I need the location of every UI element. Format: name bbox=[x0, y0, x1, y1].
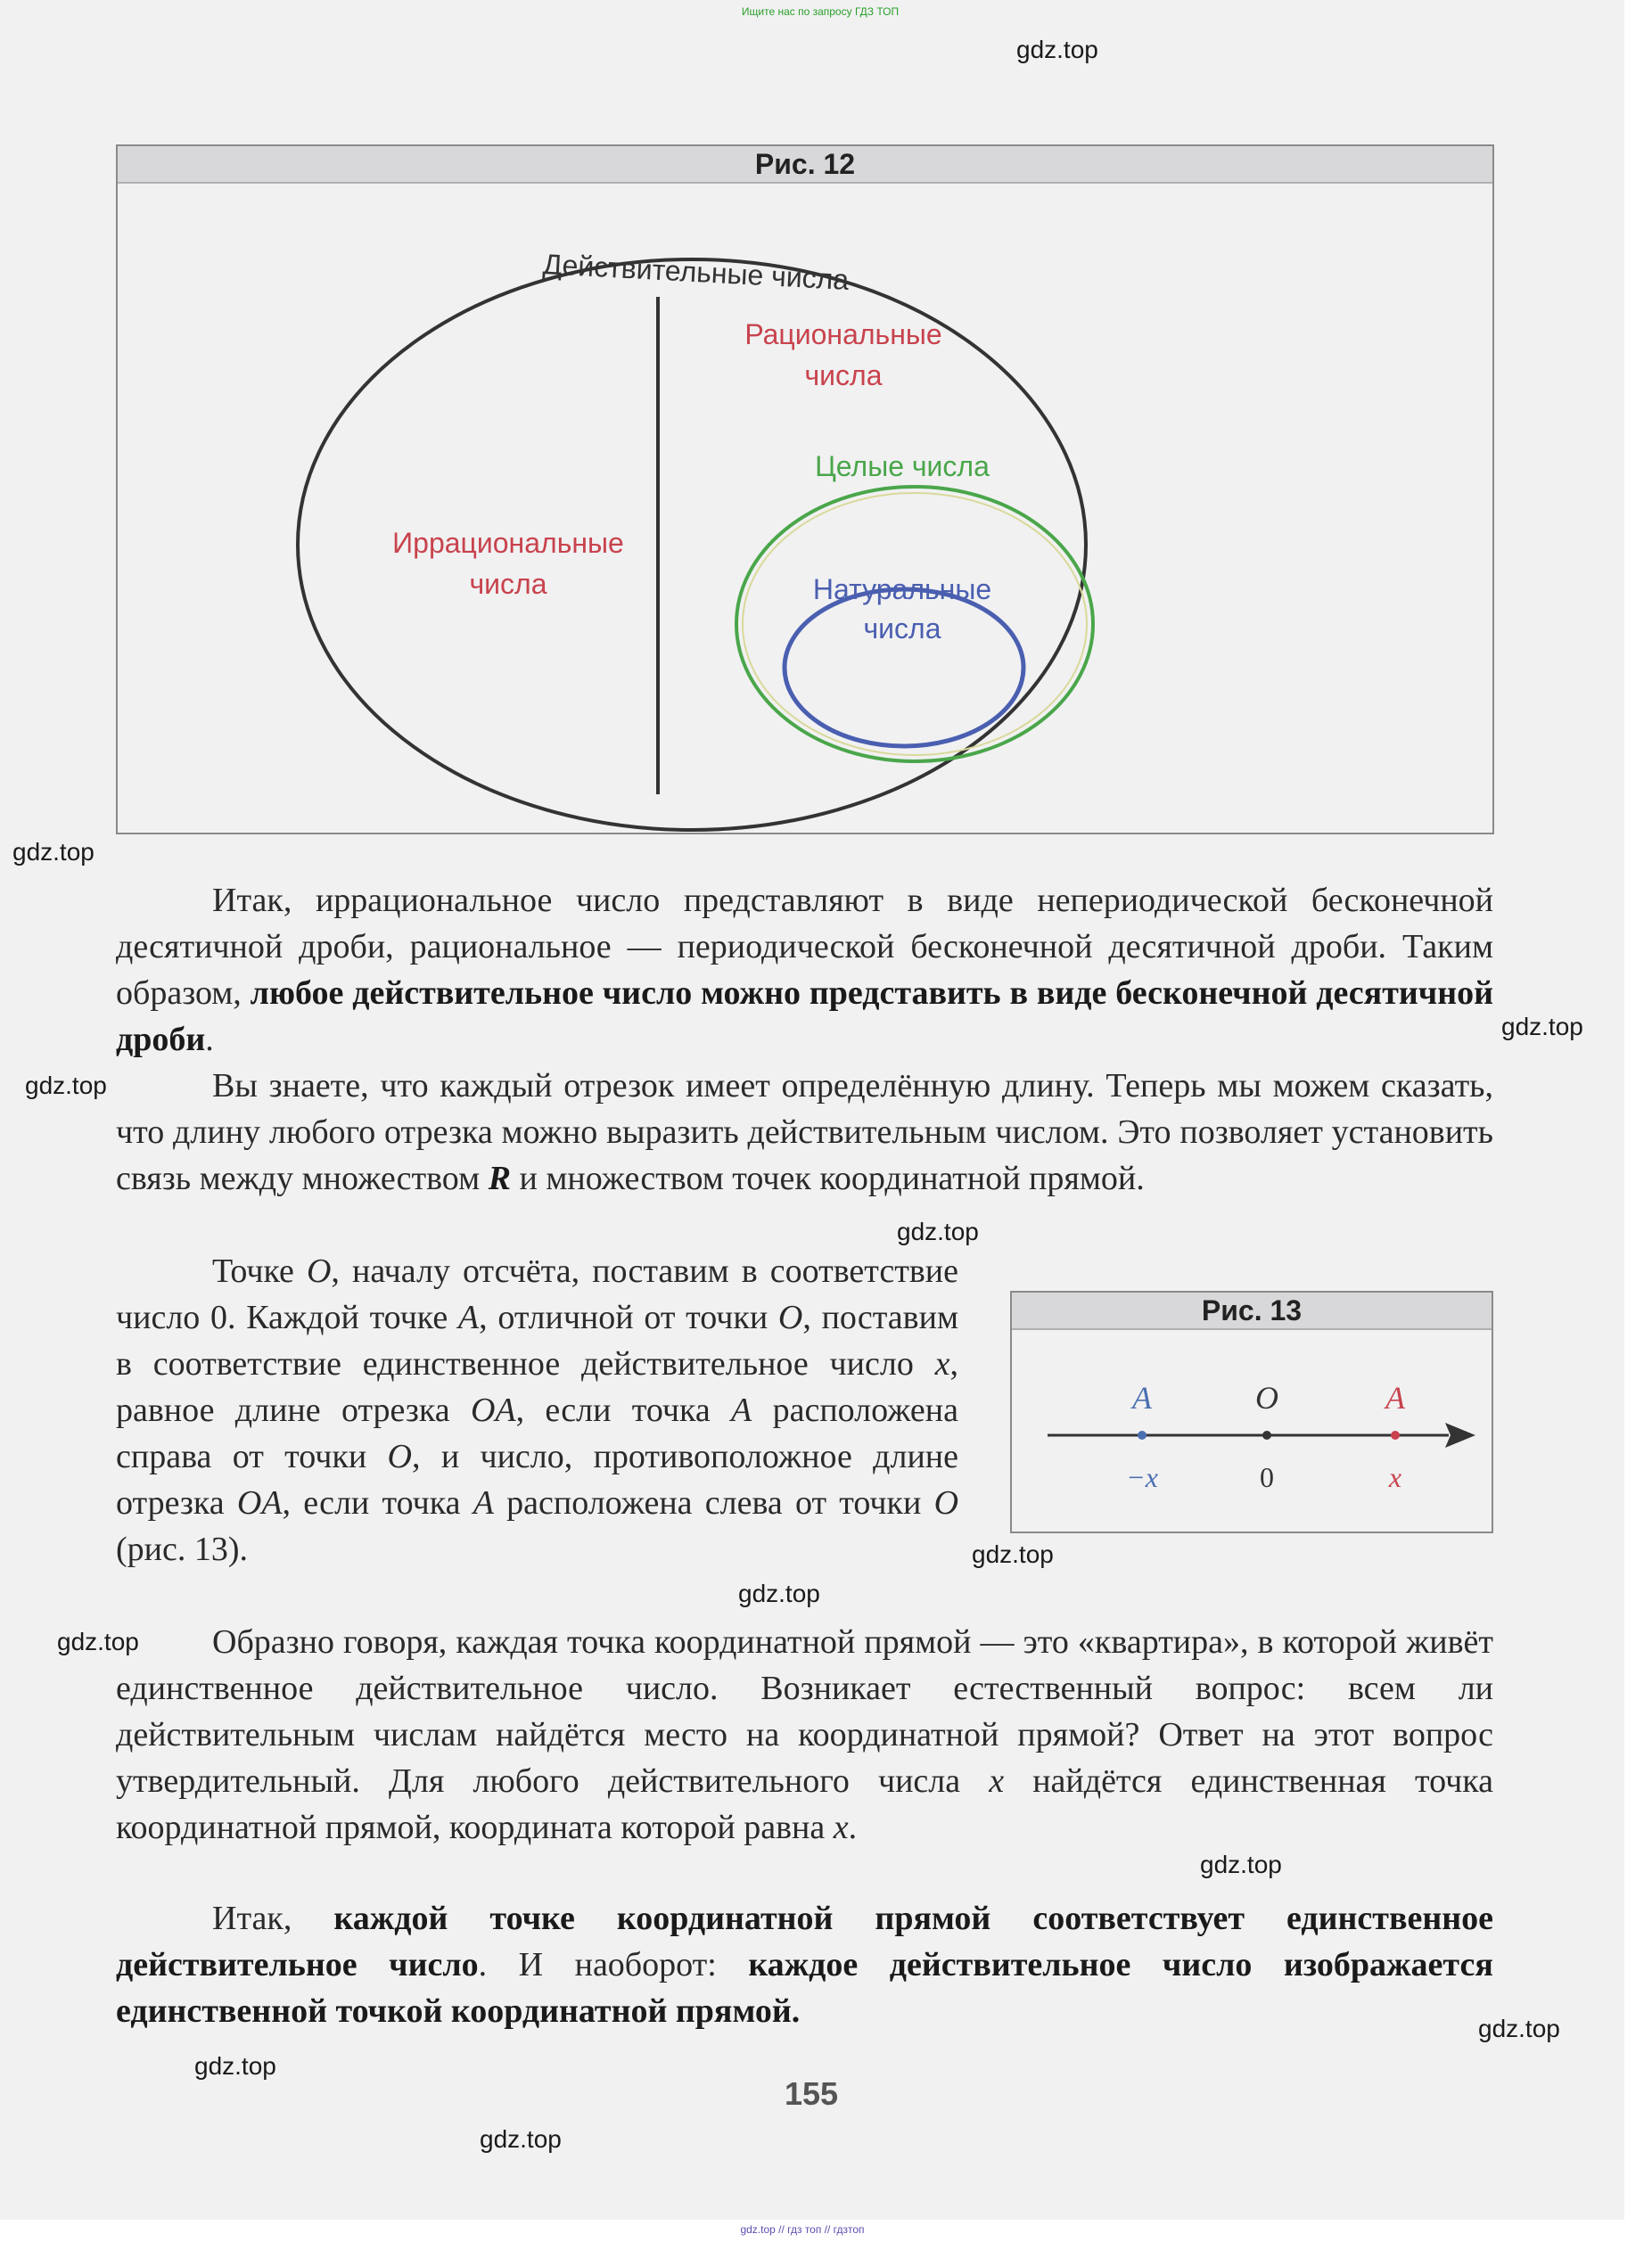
paragraph-3-text: , если точка bbox=[515, 1392, 732, 1429]
natural-numbers-label: Натуральные bbox=[812, 573, 992, 605]
label-zero: 0 bbox=[1260, 1461, 1274, 1493]
paragraph-3-text: , равное длине отрезка bbox=[116, 1345, 958, 1429]
coordinate-line-diagram bbox=[1012, 1293, 1492, 1532]
paragraph-5 bbox=[116, 1895, 1493, 2034]
axis-arrow-icon bbox=[1445, 1423, 1475, 1448]
top-banner: Ищите нас по запросу ГДЗ ТОП bbox=[741, 5, 900, 18]
watermark: gdz.top bbox=[1016, 36, 1098, 63]
figure-13-title: Рис. 13 bbox=[1012, 1293, 1492, 1330]
paragraph-3 bbox=[116, 1248, 958, 1573]
watermark: gdz.top bbox=[25, 1072, 107, 1099]
point-A: A bbox=[457, 1299, 480, 1336]
paragraph-5-bold: каждое действительное число изображается единственной точкой координатной прямой. bbox=[116, 1946, 1493, 2030]
variable-x: x bbox=[989, 1762, 1005, 1800]
paragraph-3-text: , началу отсчёта, поставим в соответствие число 0. Каждой точке bbox=[116, 1252, 958, 1336]
watermark: gdz.top bbox=[57, 1628, 139, 1655]
watermark: gdz.top bbox=[972, 1540, 1054, 1568]
paragraph-3-text: , поставим в соответствие единственное действительное число bbox=[116, 1299, 958, 1383]
paragraph-3-text: (рис. 13). bbox=[116, 1531, 249, 1568]
point-A-right bbox=[1391, 1431, 1400, 1440]
irrational-numbers-label-2: числа bbox=[469, 568, 547, 600]
bottom-banner: gdz.top // гдз топ // гдзтоп bbox=[740, 2223, 865, 2236]
paragraph-4-end: . bbox=[848, 1809, 858, 1846]
paragraph-3-text: расположена справа от точки bbox=[116, 1392, 958, 1475]
page-number: 155 bbox=[784, 2075, 839, 2112]
figure-13 bbox=[1010, 1291, 1493, 1533]
watermark: gdz.top bbox=[897, 1218, 979, 1245]
paragraph-1-bold: любое действительное число можно представить в виде бесконечной десятичной дроби bbox=[116, 974, 1493, 1058]
natural-numbers-label-2: числа bbox=[863, 612, 941, 645]
figure-12 bbox=[116, 144, 1494, 834]
paragraph-3-text: , и число, противоположное длине отрезка bbox=[116, 1438, 959, 1522]
integers-label: Целые числа bbox=[815, 450, 990, 482]
point-O: O bbox=[387, 1438, 412, 1475]
label-O: O bbox=[1255, 1380, 1278, 1416]
watermark: gdz.top bbox=[1200, 1851, 1282, 1878]
paragraph-3-text: Точке bbox=[212, 1252, 307, 1290]
paragraph-5-text: Итак, bbox=[212, 1900, 334, 1937]
rational-numbers-label-2: числа bbox=[804, 359, 883, 391]
paragraph-5-text: . И наоборот: bbox=[478, 1946, 749, 1983]
point-A: A bbox=[731, 1392, 752, 1429]
point-O: O bbox=[933, 1484, 959, 1522]
watermark: gdz.top bbox=[480, 2125, 562, 2153]
point-O: O bbox=[306, 1252, 332, 1290]
set-R-symbol: R bbox=[488, 1160, 511, 1197]
paragraph-3-text: , отличной от точки bbox=[479, 1299, 778, 1336]
paragraph-1-end: . bbox=[205, 1021, 214, 1058]
figure-12-title: Рис. 12 bbox=[118, 146, 1492, 184]
label-minus-x: −x bbox=[1126, 1461, 1158, 1493]
label-x: x bbox=[1388, 1461, 1402, 1493]
point-A-left bbox=[1138, 1431, 1147, 1440]
watermark: gdz.top bbox=[1501, 1013, 1583, 1040]
label-A-right: A bbox=[1385, 1380, 1405, 1416]
paragraph-2-end: и множеством точек координатной прямой. bbox=[510, 1160, 1145, 1197]
watermark: gdz.top bbox=[12, 838, 95, 866]
watermark: gdz.top bbox=[1478, 2015, 1560, 2042]
paragraph-1 bbox=[116, 877, 1493, 1063]
variable-x: x bbox=[934, 1345, 950, 1383]
segment-OA: OA bbox=[236, 1484, 283, 1522]
variable-x: x bbox=[833, 1809, 849, 1846]
rational-numbers-label: Рациональные bbox=[744, 318, 942, 350]
irrational-numbers-label: Иррациональные bbox=[392, 527, 624, 559]
label-A-left: A bbox=[1132, 1380, 1152, 1416]
paragraph-3-text: расположена слева от точки bbox=[493, 1484, 934, 1522]
paragraph-5-bold: каждой точке координатной прямой соответствует единственное действительное число bbox=[116, 1900, 1493, 1983]
paragraph-4-text: найдётся единственная точка координатной прямой, координата которой равна bbox=[116, 1762, 1493, 1846]
number-sets-diagram bbox=[118, 146, 1492, 833]
paragraph-1-text: Итак, иррациональное число представляют в виде непериодической бесконечной десятичной дроби, рациональное — периодической бесконечной десятичной дроби. Таким образом, bbox=[116, 882, 1493, 1012]
paragraph-2 bbox=[116, 1063, 1493, 1202]
paragraph-4-text: Образно говоря, каждая точка координатной прямой — это «квартира», в которой живёт единственное действительное число. Возникает естественный вопрос: всем ли действительным числам найдётся место на координатной прямой? Ответ на этот вопрос утвердительный. Для любого действительного числа bbox=[116, 1623, 1493, 1800]
real-numbers-label: Действительные числа bbox=[542, 248, 851, 296]
paragraph-4 bbox=[116, 1619, 1493, 1851]
segment-OA: OA bbox=[470, 1392, 516, 1429]
point-O bbox=[1262, 1431, 1271, 1440]
watermark: gdz.top bbox=[194, 2052, 276, 2080]
paragraph-3-text: , если точка bbox=[282, 1484, 473, 1522]
watermark: gdz.top bbox=[738, 1580, 820, 1607]
paragraph-2-text: Вы знаете, что каждый отрезок имеет определённую длину. Теперь мы можем сказать, что длину любого отрезка можно выразить действительным числом. Это позволяет установить связь между множеством bbox=[116, 1067, 1493, 1197]
page-margin bbox=[1624, 0, 1652, 2242]
point-A: A bbox=[473, 1484, 494, 1522]
point-O: O bbox=[777, 1299, 803, 1336]
